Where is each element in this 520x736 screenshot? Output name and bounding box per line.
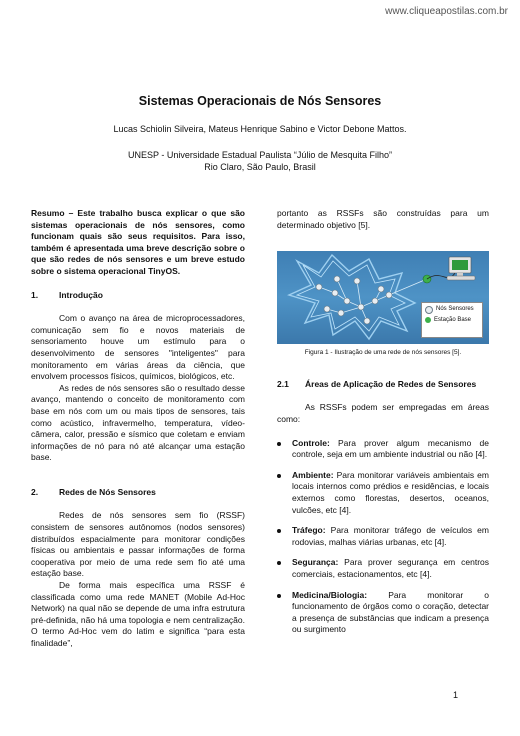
section2-title: Redes de Nós Sensores: [59, 486, 156, 497]
sensor-node: [358, 304, 364, 310]
section1-title: Introdução: [59, 289, 103, 300]
sensor-node: [316, 284, 322, 290]
propagation-outline: [289, 255, 415, 339]
watermark: www.cliqueapostilas.com.br: [385, 6, 508, 17]
list-item-text: Para prover segurança em centros comerciais, estacionamentos, etc [4].: [292, 557, 489, 579]
sensor-node: [334, 276, 340, 282]
section2-1-title: Áreas de Aplicação de Redes de Sensores: [305, 378, 477, 389]
sensor-node: [338, 310, 344, 316]
sensor-node: [386, 292, 392, 298]
section2-number: 2.: [31, 486, 39, 497]
list-item-term: Controle:: [292, 437, 330, 448]
page-number: 1: [453, 690, 459, 700]
section2-heading: [31, 487, 245, 499]
authors: Lucas Schiolin Silveira, Mateus Henrique Sabino e Victor Debone Mattos.: [113, 124, 407, 134]
legend-label-base: Estação Base: [434, 317, 472, 324]
legend-item-nodes: [422, 303, 482, 314]
application-list: [277, 438, 489, 636]
section2-paragraph2: De forma mais específica uma RSSF é classificada como uma rede MANET (Mobile Ad-Hoc Network) na qual não se depende de uma infra estrutura pré-definida, não há uma topologia e nem centralização. O termo Ad-Hoc vem do latim e significa “para esta finalidade”,: [31, 580, 245, 648]
sensor-node: [324, 306, 330, 312]
list-item-text: Para prover algum mecanismo de controle, seja em um ambiente industrial ou não [4].: [292, 437, 489, 460]
legend-item-base: [422, 314, 482, 324]
right-column: [277, 208, 489, 645]
paper-title: Sistemas Operacionais de Nós Sensores: [138, 94, 382, 108]
sensor-node: [344, 298, 350, 304]
legend-label-nodes: Nós Sensores: [436, 306, 474, 313]
list-item-term: Ambiente:: [292, 469, 334, 480]
abstract: Resumo – Este trabalho busca explicar o que são sistemas operacionais de nós sensores, como funcionam quais são seus requisitos. Para isso, também é apresentada uma breve descrição sobre o que são redes de nós sensores e um breve estudo sobre o sistema operacional TinyOS.: [31, 208, 245, 276]
section2-paragraph1: Redes de nós sensores sem fio (RSSF) consistem de sensores autônomos (nodos sensores) distribuídos espacialmente para monitorar condições físicas ou ambientais e passar informações de forma cooperativa por meio de uma rede sem fio até uma estação base.: [31, 510, 245, 579]
affiliation-line2: Rio Claro, São Paulo, Brasil: [204, 162, 316, 172]
section1-heading: [31, 290, 245, 302]
section1-number: 1.: [31, 289, 39, 300]
base-station-legend-icon: [425, 317, 431, 323]
sensor-nodes: [316, 276, 392, 324]
sensor-network-figure: [277, 251, 489, 344]
figure-legend: [421, 302, 483, 338]
sensor-node: [378, 286, 384, 292]
list-item-text: Para monitorar o funcionamento de órgãos como o coração, detectar a presença de substâncias que indicam a presença ou surgimento: [292, 589, 489, 635]
list-item: [277, 557, 489, 580]
figure-caption: Figura 1 - Ilustração de uma rede de nós sensores [5].: [304, 349, 462, 357]
list-item-term: Segurança:: [292, 557, 339, 568]
left-column: [31, 208, 245, 650]
section2-1-heading: [277, 379, 489, 391]
list-item: [277, 470, 489, 516]
list-item: [277, 438, 489, 461]
sensor-node: [332, 290, 338, 296]
section2-1-number: 2.1: [277, 378, 289, 389]
list-item: [277, 590, 489, 636]
sensor-node: [354, 278, 360, 284]
sensor-node-legend-icon: [425, 306, 433, 314]
right-intro-paragraph: portanto as RSSFs são construídas para um determinado objetivo [5].: [277, 208, 489, 230]
list-item-text: Para monitorar tráfego de veículos em rodovias, malhas viárias urbanas, etc [4].: [292, 525, 489, 547]
sensor-node: [364, 318, 370, 324]
list-item-text: Para monitorar variáveis ambientais em locais internos como prédios e residências, e locais externos como florestas, desertos, oceanos, vulcões, etc [4].: [292, 469, 489, 515]
section2-1-intro: As RSSFs podem ser empregadas em áreas como:: [277, 402, 489, 424]
computer-icon: [447, 257, 475, 280]
section1-paragraph1: Com o avanço na área de microprocessadores, comunicação sem fio e novos materiais de sensoriamento houve um estímulo para o desenvolvimento de sensores "inteligentes" para monitoramento em várias áreas da ciência, que envolvem processos físicos, químicos, biológicos, etc.: [31, 313, 245, 382]
network-link: [357, 281, 367, 321]
list-item: [277, 525, 489, 548]
sensor-node: [372, 298, 378, 304]
list-item-term: Medicina/Biologia:: [292, 589, 368, 600]
list-item-term: Tráfego:: [292, 525, 326, 536]
affiliation-line1: UNESP - Universidade Estadual Paulista “Júlio de Mesquita Filho”: [128, 150, 392, 160]
section1-paragraph2: As redes de nós sensores são o resultado desse avanço, mantendo o conceito de monitoramento com base em nós com um ou mais tipos de sensores, tais como acústico, infravermelho, temperatura, vídeo-câmera, calor, pressão e sísmico que coletam e enviam informações de nó para nó até alcançar uma estação base.: [31, 382, 245, 463]
